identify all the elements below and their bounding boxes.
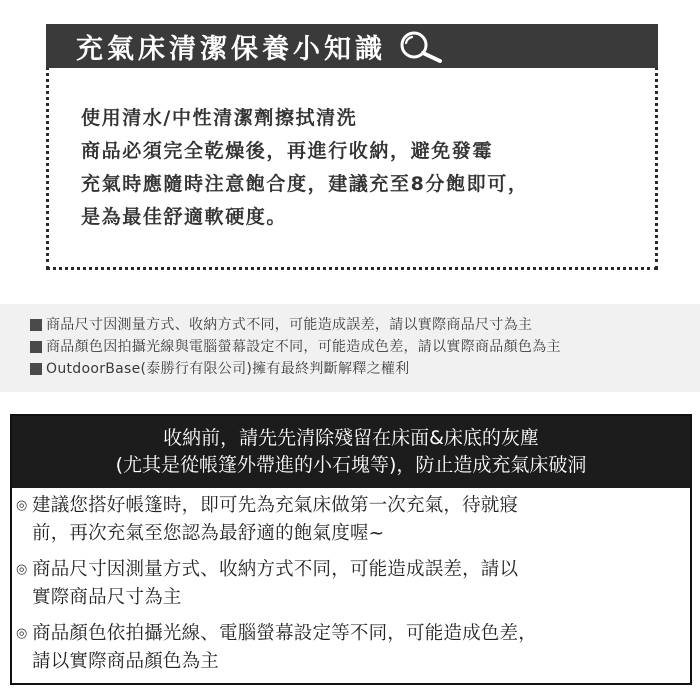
notice-item — [30, 358, 700, 380]
storage-item-line: 前，再次充氣至您認為最舒適的飽氣度喔~ — [32, 523, 385, 544]
square-bullet-icon — [30, 363, 42, 375]
storage-item-line: 實際商品尺寸為主 — [32, 587, 182, 608]
circle-bullet-icon: ◎ — [16, 498, 28, 513]
care-tips-list — [81, 102, 528, 234]
care-tips-title: 充氣床清潔保養小知識 — [76, 33, 386, 65]
care-tips-card — [46, 24, 658, 270]
storage-item-line: 商品顏色依拍攝光線、電腦螢幕設定等不同，可能造成色差， — [32, 623, 537, 644]
storage-header-line: (尤其是從帳篷外帶進的小石塊等)，防止造成充氣床破洞 — [115, 454, 587, 476]
storage-item — [16, 620, 690, 676]
notice-text: OutdoorBase(泰勝行有限公司)擁有最終判斷解釋之權利 — [46, 361, 410, 377]
storage-item — [16, 556, 690, 612]
storage-item-line: 建議您搭好帳篷時，即可先為充氣床做第一次充氣，待就寢 — [32, 495, 519, 516]
circle-bullet-icon: ◎ — [16, 562, 28, 577]
notice-text: 商品尺寸因測量方式、收納方式不同，可能造成誤差，請以實際商品尺寸為主 — [46, 317, 533, 333]
care-tip-line: 是為最佳舒適軟硬度。 — [81, 206, 288, 228]
storage-items — [12, 488, 690, 676]
care-tip-line: 商品必須完全乾燥後，再進行收納，避免發霉 — [81, 140, 494, 162]
notice-list — [0, 304, 700, 380]
storage-item — [16, 492, 690, 548]
notice-band — [0, 304, 700, 392]
magnifier-icon — [396, 28, 448, 64]
storage-item-line: 請以實際商品顏色為主 — [32, 651, 220, 672]
storage-item-line: 商品尺寸因測量方式、收納方式不同，可能造成誤差，請以 — [32, 559, 519, 580]
notice-text: 商品顏色因拍攝光線與電腦螢幕設定不同，可能造成色差，請以實際商品顏色為主 — [46, 339, 561, 355]
care-tips-header — [46, 24, 658, 68]
notice-item — [30, 336, 700, 358]
square-bullet-icon — [30, 319, 42, 331]
square-bullet-icon — [30, 341, 42, 353]
storage-header-line: 收納前，請先先清除殘留在床面&床底的灰塵 — [163, 427, 539, 449]
notice-item — [30, 314, 700, 336]
storage-notes-box — [10, 414, 692, 685]
storage-header — [12, 416, 690, 488]
circle-bullet-icon: ◎ — [16, 626, 28, 641]
care-tip-line: 充氣時應隨時注意飽合度，建議充至8分飽即可， — [81, 173, 529, 195]
care-tip-line: 使用清水/中性清潔劑擦拭清洗 — [81, 107, 358, 129]
